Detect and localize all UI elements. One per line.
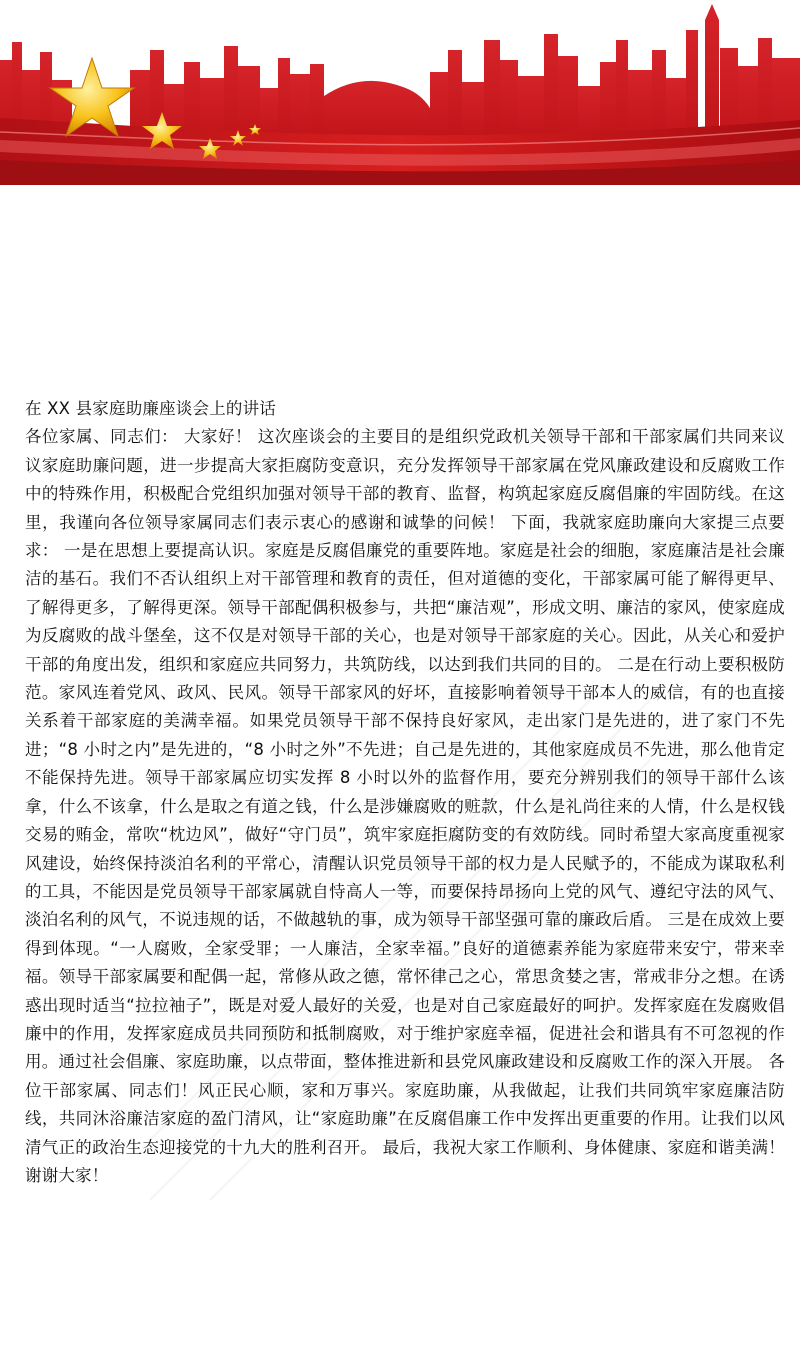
speech-document [25, 395, 785, 1190]
document-title: 在 XX 县家庭助廉座谈会上的讲话 [25, 399, 276, 418]
city-skyline [0, 4, 800, 140]
document-body: 各位家属、同志们： 大家好！ 这次座谈会的主要目的是组织党政机关领导干部和干部家属们共同来议议家庭助廉问题，进一步提高大家拒腐防变意识，充分发挥领导干部家属在党风廉政建设和反腐败工作中的特殊作用，积极配合党组织加强对领导干部的教育、监督，构筑起家庭反腐倡廉的牢固防线。在这里，我谨向各位领导家属同志们表示衷心的感谢和诚挚的问候！ 下面，我就家庭助廉向大家提三点要求： 一是在思想上要提高认识。家庭是反腐倡廉党的重要阵地。家庭是社会的细胞，家庭廉洁是社会廉洁的基石。我们不否认组织上对干部管理和教育的责任，但对道德的变化，干部家属可能了解得更早、了解得更多，了解得更深。领导干部配偶积极参与，共把“廉洁观”，形成文明、廉洁的家风，使家庭成为反腐败的战斗堡垒，这不仅是对领导干部的关心，也是对领导干部家庭的关心。因此，从关心和爱护干部的角度出发，组织和家庭应共同努力，共筑防线，以达到我们共同的目的。 二是在行动上要积极防范。家风连着党风、政风、民风。领导干部家风的好坏，直接影响着领导干部本人的威信，有的也直接关系着干部家庭的美满幸福。如果党员领导干部不保持良好家风，走出家门是先进的，进了家门不先进；“8 小时之内”是先进的，“8 小时之外”不先进；自己是先进的，其他家庭成员不先进，那么他肯定不能保持先进。领导干部家属应切实发挥 8 小时以外的监督作用，要充分辨别我们的领导干部什么该拿，什么不该拿，什么是取之有道之钱，什么是涉嫌腐败的赃款，什么是礼尚往来的人情，什么是权钱交易的贿金，常吹“枕边风”，做好“守门员”，筑牢家庭拒腐防变的有效防线。同时希望大家高度重视家风建设，始终保持淡泊名利的平常心，清醒认识党员领导干部的权力是人民赋予的，不能成为谋取私利的工具，不能因是党员领导干部家属就自恃高人一等，而要保持昂扬向上党的风气、遵纪守法的风气、淡泊名利的风气，不说违规的话，不做越轨的事，成为领导干部坚强可靠的廉政后盾。 三是在成效上要得到体现。“一人腐败，全家受罪；一人廉洁，全家幸福。”良好的道德素养能为家庭带来安宁，带来幸福。领导干部家属要和配偶一起，常修从政之德，常怀律己之心，常思贪婪之害，常戒非分之想。在诱惑出现时适当“拉拉袖子”，既是对爱人最好的关爱，也是对自己家庭最好的呵护。发挥家庭在发腐败倡廉中的作用，发挥家庭成员共同预防和抵制腐败，对于维护家庭幸福，促进社会和谐具有不可忽视的作用。通过社会倡廉、家庭助廉，以点带面，整体推进新和县党风廉政建设和反腐败工作的深入开展。 各位干部家属、同志们！风正民心顺，家和万事兴。家庭助廉，从我做起，让我们共同筑牢家庭廉洁防线，共同沐浴廉洁家庭的盈门清风，让“家庭助廉”在反腐倡廉工作中发挥出更重要的作用。让我们以风清气正的政治生态迎接党的十九大的胜利召开。 最后，我祝大家工作顺利、身体健康、家庭和谐美满！ 谢谢大家！ [25, 427, 785, 1185]
header-banner [0, 0, 800, 185]
